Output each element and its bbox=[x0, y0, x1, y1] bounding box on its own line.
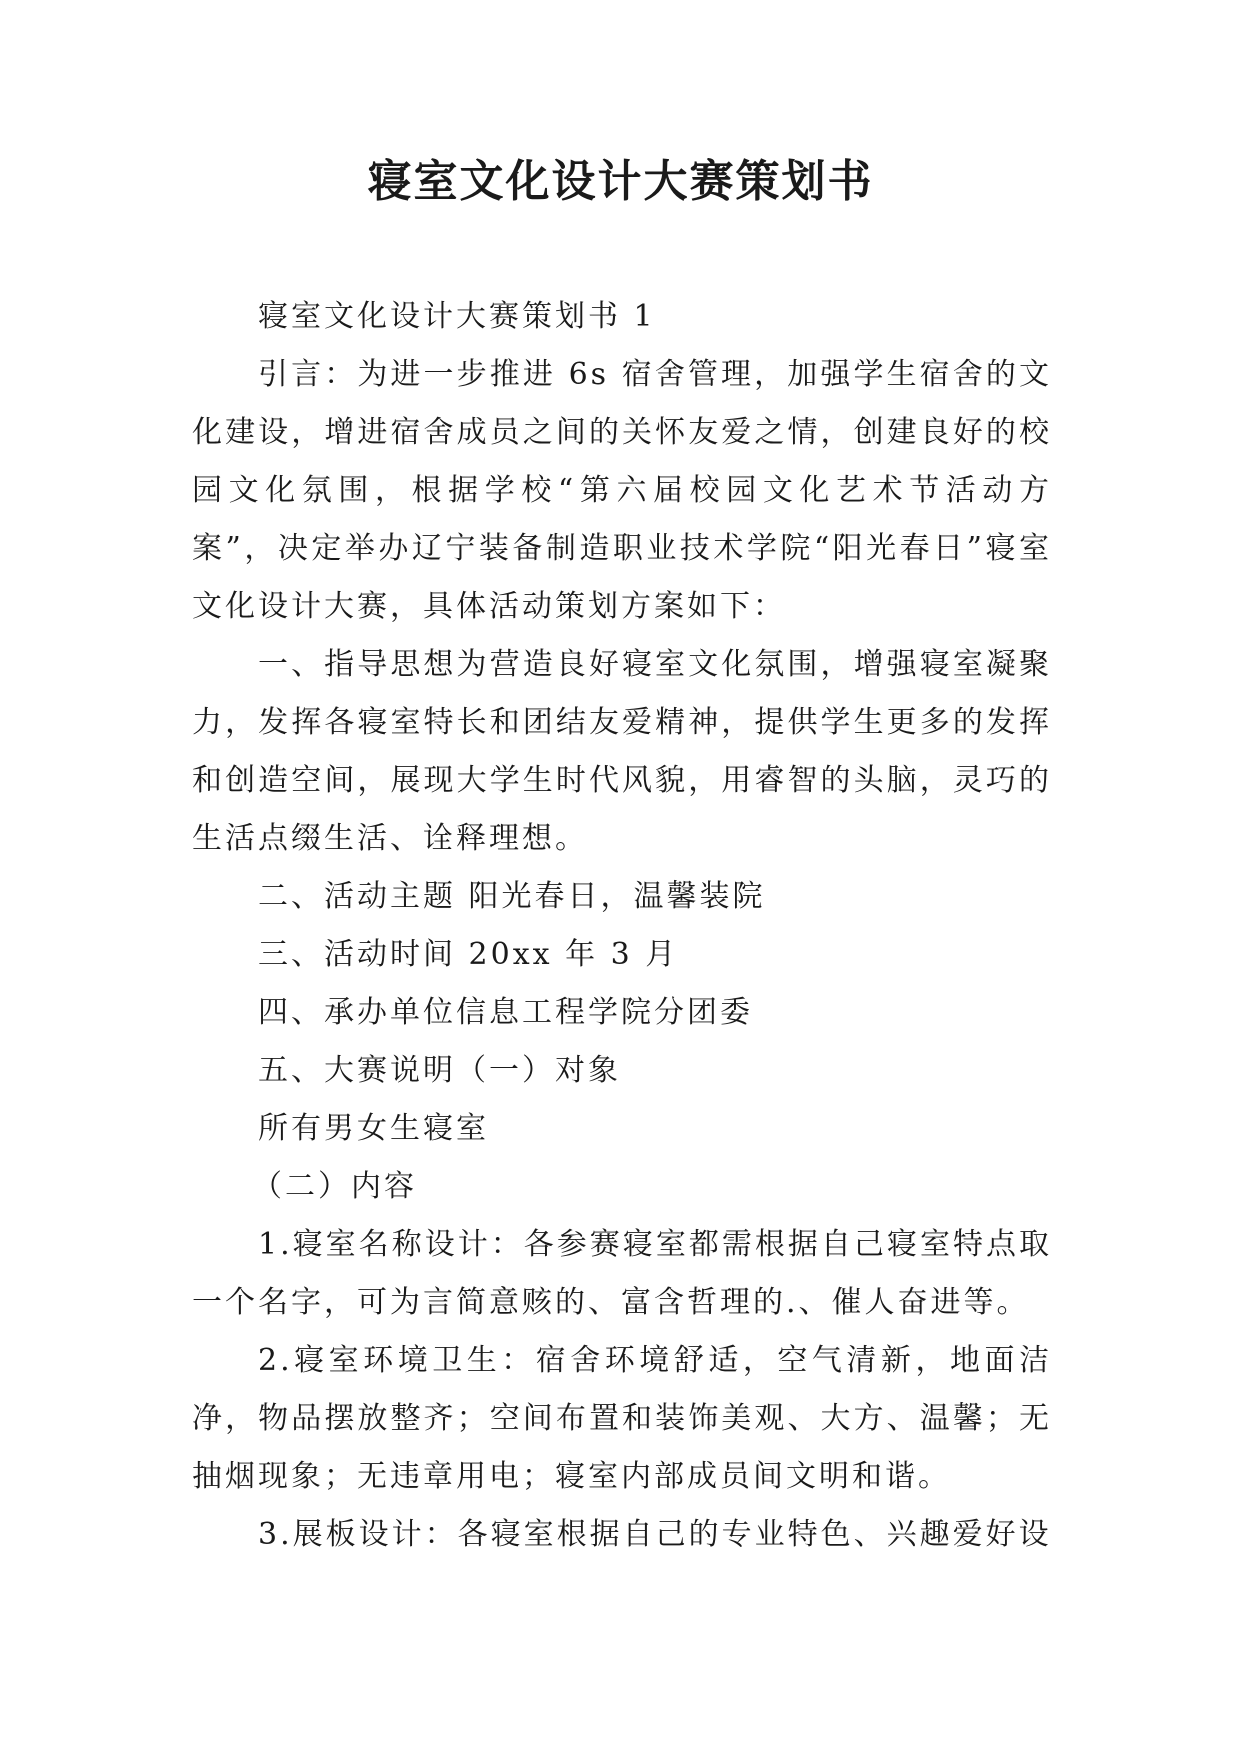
paragraph-item-3: 3.展板设计：各寝室根据自己的专业特色、兴趣爱好设 bbox=[258, 1517, 1052, 1552]
paragraph-item-2: 2.寝室环境卫生：宿舍环境舒适，空气清新，地面洁净，物品摆放整齐；空间布置和装饰美观、大方、温馨；无抽烟现象；无违章用电；寝室内部成员间文明和谐。 bbox=[192, 1343, 1052, 1494]
paragraph-activity-theme: 二、活动主题 阳光春日，温馨装院 bbox=[258, 879, 766, 914]
paragraph-item-1: 1.寝室名称设计：各参赛寝室都需根据自己寝室特点取一个名字，可为言简意赅的、富含哲理的.、催人奋进等。 bbox=[192, 1227, 1052, 1320]
paragraph-target: 所有男女生寝室 bbox=[258, 1111, 489, 1146]
document-body bbox=[192, 288, 1052, 1564]
paragraph-organizer: 四、承办单位信息工程学院分团委 bbox=[258, 995, 753, 1030]
paragraph-guiding-ideology: 一、指导思想为营造良好寝室文化氛围，增强寝室凝聚力，发挥各寝室特长和团结友爱精神，提供学生更多的发挥和创造空间，展现大学生时代风貌，用睿智的头脑，灵巧的生活点缀生活、诠释理想。 bbox=[192, 647, 1052, 856]
paragraph-intro: 引言：为进一步推进 6s 宿舍管理，加强学生宿舍的文化建设，增进宿舍成员之间的关怀友爱之情，创建良好的校园文化氛围，根据学校“第六届校园文化艺术节活动方案”，决定举办辽宁装备制造职业技术学院“阳光春日”寝室文化设计大赛，具体活动策划方案如下： bbox=[192, 357, 1052, 624]
paragraph-subtitle: 寝室文化设计大赛策划书 1 bbox=[258, 299, 656, 334]
paragraph-activity-time: 三、活动时间 20xx 年 3 月 bbox=[258, 937, 679, 972]
paragraph-contest-description: 五、大赛说明（一）对象 bbox=[258, 1053, 621, 1088]
paragraph-content-heading: （二）内容 bbox=[252, 1169, 417, 1204]
document-title: 寝室文化设计大赛策划书 bbox=[367, 156, 874, 207]
